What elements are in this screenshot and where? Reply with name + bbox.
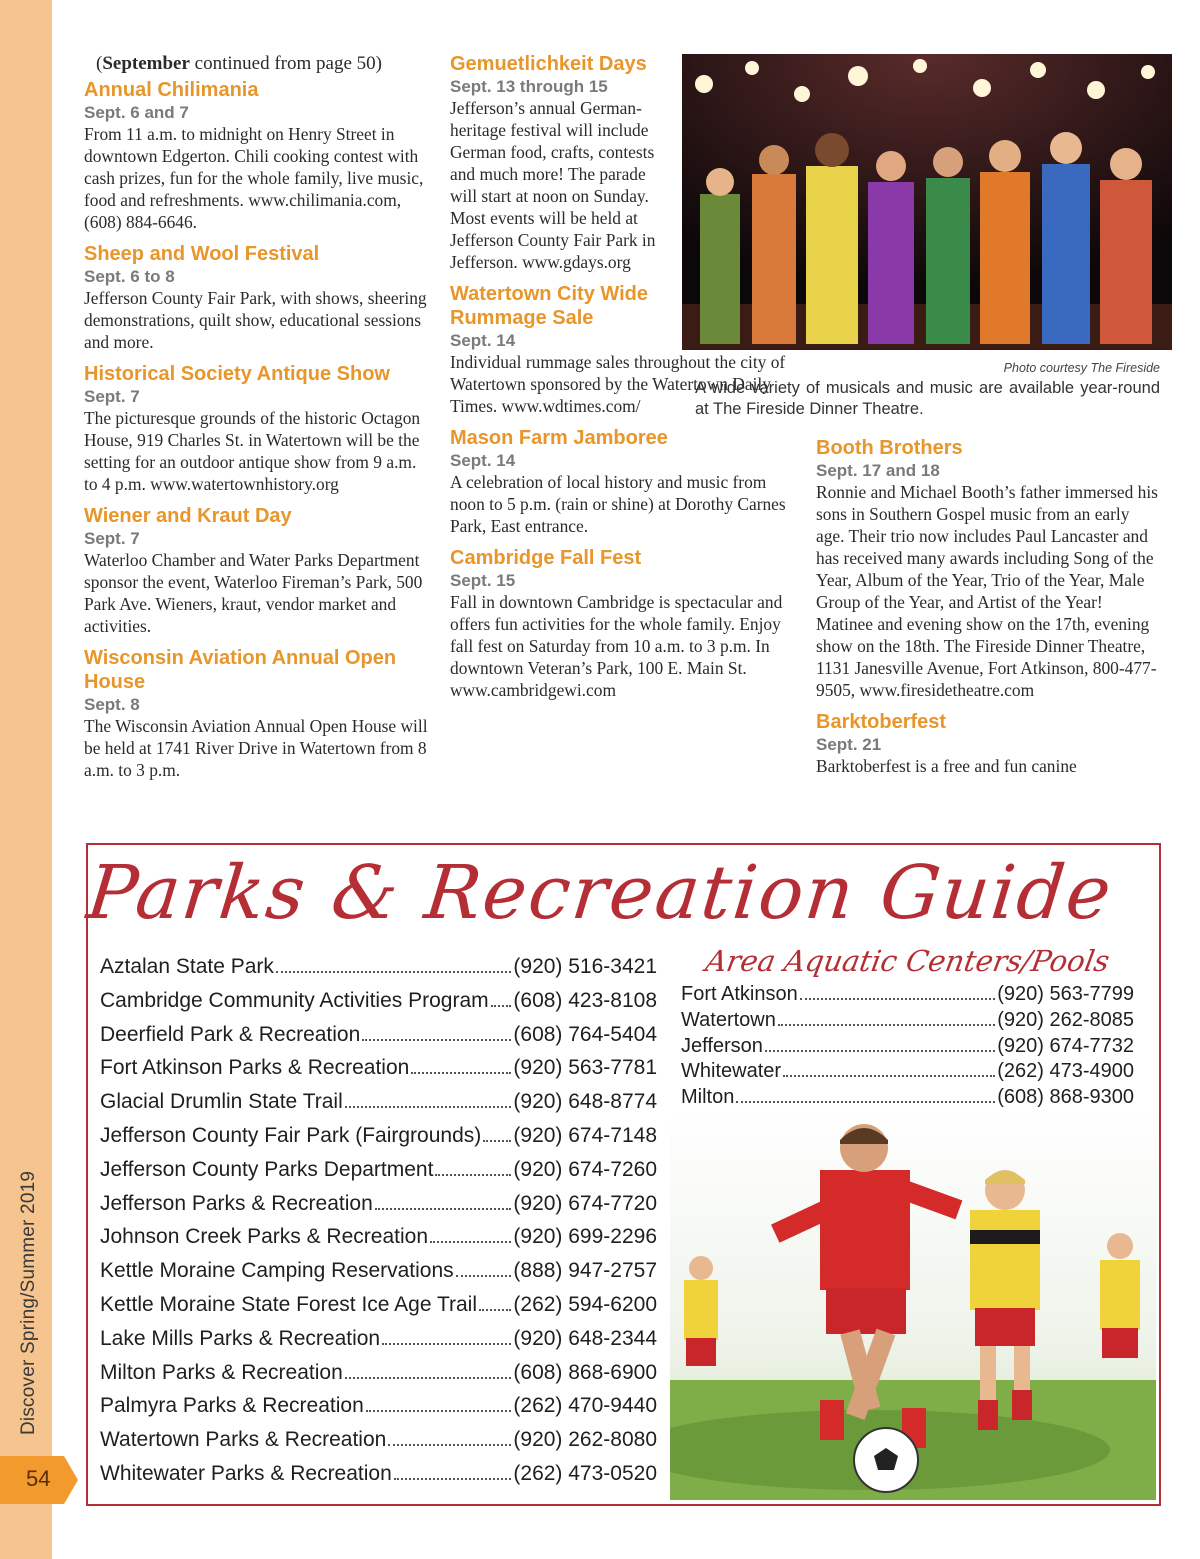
dot-leader (382, 1343, 511, 1345)
dot-leader (345, 1377, 512, 1379)
entry-phone: (920) 648-8774 (513, 1090, 657, 1114)
aquatic-directory (681, 983, 1134, 1112)
entry-name: Watertown Parks & Recreation (100, 1428, 387, 1452)
entry-name: Johnson Creek Parks & Recreation (100, 1225, 428, 1249)
directory-row (100, 1192, 657, 1226)
entry-phone: (920) 563-7799 (997, 983, 1134, 1005)
dot-leader (276, 971, 511, 973)
directory-row (100, 989, 657, 1023)
event-date: Sept. 17 and 18 (816, 461, 940, 480)
event-title: Booth Brothers (816, 437, 963, 459)
event-item (84, 504, 430, 637)
event-description: Fall in downtown Cambridge is spectacular and offers fun activities for the whole family. Enjoy fall fest on Saturday from 10 a.m. to 3 p.m. In downtown Veteran’s Park, 100 E. Main St. www.cambridgewi.com (450, 592, 783, 700)
dot-leader (366, 1410, 512, 1412)
directory-row (100, 1293, 657, 1327)
guide-title: Parks & Recreation Guide (83, 850, 1117, 936)
directory-row (100, 1259, 657, 1293)
event-item (84, 362, 430, 495)
event-description: Jefferson’s annual German-heritage festival will include German food, crafts, contests and much more! The parade will start at noon on Sunday. Most events will be held at Jefferson County Fair Park in Jefferson. www.gdays.org (450, 98, 656, 272)
entry-phone: (608) 764-5404 (513, 1022, 657, 1046)
event-title: Annual Chilimania (84, 79, 259, 101)
entry-name: Kettle Moraine Camping Reservations (100, 1259, 454, 1283)
entry-name: Palmyra Parks & Recreation (100, 1394, 364, 1418)
entry-phone: (920) 674-7720 (513, 1191, 657, 1215)
directory-row (100, 1394, 657, 1428)
continued-rest: continued from page 50) (189, 53, 382, 74)
event-date: Sept. 7 (84, 387, 140, 406)
event-item (84, 78, 430, 233)
event-description: Barktoberfest is a free and fun canine (816, 756, 1077, 776)
entry-name: Jefferson (681, 1034, 763, 1057)
theatre-photo (682, 54, 1172, 350)
event-description: Individual rummage sales throughout the city of Watertown sponsored by the Watertown Daily Times. www.wdtimes.com/ (450, 352, 786, 416)
dot-leader (430, 1241, 511, 1243)
dot-leader (736, 1101, 995, 1103)
event-date: Sept. 8 (84, 695, 140, 714)
entry-phone: (920) 699-2296 (513, 1225, 657, 1249)
event-title: Gemuetlichkeit Days (450, 53, 647, 75)
soccer-players-illustration (670, 1110, 1156, 1500)
entry-name: Lake Mills Parks & Recreation (100, 1326, 381, 1350)
event-date: Sept. 6 and 7 (84, 103, 189, 122)
aquatic-row (681, 1035, 1134, 1061)
entry-name: Glacial Drumlin State Trail (100, 1090, 343, 1114)
entry-phone: (920) 674-7148 (513, 1123, 657, 1147)
dot-leader (435, 1174, 511, 1176)
event-title: Wiener and Kraut Day (84, 505, 292, 527)
entry-phone: (888) 947-2757 (513, 1259, 657, 1283)
entry-name: Jefferson County Fair Park (Fairgrounds) (100, 1123, 482, 1147)
continued-month: September (102, 53, 190, 74)
event-date: Sept. 6 to 8 (84, 267, 175, 286)
aquatic-title: Area Aquatic Centers/Pools (703, 944, 1113, 978)
event-title: Historical Society Antique Show (84, 363, 390, 385)
event-description: From 11 a.m. to midnight on Henry Street in downtown Edgerton. Chili cooking contest with cash prizes, fun for the whole family, live music, food and refreshments. www.chilimania.com, (608) 884-6646. (84, 124, 424, 232)
aquatic-row (681, 1060, 1134, 1086)
aquatic-row (681, 1086, 1134, 1112)
entry-phone: (262) 594-6200 (513, 1292, 657, 1316)
directory-row (100, 1124, 657, 1158)
event-description: A celebration of local history and music from noon to 5 p.m. (rain or shine) at Dorothy Carnes Park, East entrance. (450, 472, 786, 536)
event-date: Sept. 21 (816, 735, 882, 754)
directory-row (100, 1327, 657, 1361)
event-item (84, 242, 430, 353)
event-date: Sept. 7 (84, 529, 140, 548)
events-column-1 (84, 52, 430, 790)
entry-phone: (920) 563-7781 (513, 1056, 657, 1080)
event-item (84, 646, 430, 781)
directory-row (100, 1023, 657, 1057)
entry-name: Fort Atkinson (681, 983, 798, 1005)
event-title: Mason Farm Jamboree (450, 427, 668, 449)
event-description: The picturesque grounds of the historic Octagon House, 919 Charles St. in Watertown will be the setting for an outdoor antique show from 9 a.m. to 4 p.m. www.watertownhistory.org (84, 408, 421, 494)
dot-leader (765, 1050, 995, 1052)
event-date: Sept. 15 (450, 571, 516, 590)
entry-phone: (262) 473-0520 (513, 1461, 657, 1485)
dot-leader (491, 1005, 512, 1007)
directory-row (100, 955, 657, 989)
events-column-3 (816, 436, 1161, 786)
dot-leader (345, 1106, 512, 1108)
aquatic-row (681, 1009, 1134, 1035)
event-item (450, 546, 795, 701)
entry-phone: (608) 868-6900 (513, 1360, 657, 1384)
dot-leader (411, 1072, 511, 1074)
entry-phone: (920) 262-8085 (997, 1008, 1134, 1031)
entry-name: Aztalan State Park (100, 955, 274, 978)
entry-name: Jefferson Parks & Recreation (100, 1191, 373, 1215)
event-item (450, 52, 672, 273)
dot-leader (778, 1024, 995, 1026)
event-description: Waterloo Chamber and Water Parks Department sponsor the event, Waterloo Fireman’s Park, 500 Park Ave. Wieners, kraut, vendor market and activities. (84, 550, 423, 636)
entry-name: Cambridge Community Activities Program (100, 988, 489, 1012)
entry-name: Watertown (681, 1008, 776, 1031)
page-number: 54 (26, 1466, 51, 1491)
photo-credit: Photo courtesy The Fireside (1003, 361, 1160, 375)
entry-phone: (920) 648-2344 (513, 1326, 657, 1350)
dot-leader (479, 1309, 511, 1311)
directory-row (100, 1225, 657, 1259)
performers-illustration (682, 54, 1172, 350)
directory-row (100, 1056, 657, 1090)
dot-leader (375, 1208, 512, 1210)
directory-row (100, 1158, 657, 1192)
entry-name: Jefferson County Parks Department (100, 1157, 434, 1181)
entry-phone: (608) 868-9300 (997, 1086, 1134, 1109)
entry-phone: (608) 423-8108 (513, 988, 657, 1012)
entry-name: Kettle Moraine State Forest Ice Age Trail (100, 1292, 478, 1316)
event-description: The Wisconsin Aviation Annual Open House will be held at 1741 River Drive in Watertown from 8 a.m. to 3 p.m. (84, 716, 428, 780)
directory-row (100, 1090, 657, 1124)
entry-name: Milton Parks & Recreation (100, 1360, 343, 1384)
dot-leader (483, 1140, 511, 1142)
directory-row (100, 1361, 657, 1395)
event-title: Cambridge Fall Fest (450, 547, 642, 569)
aquatic-row (681, 983, 1134, 1009)
event-title: Watertown City Wide Rummage Sale (450, 283, 648, 329)
parks-directory (100, 955, 657, 1496)
event-title: Sheep and Wool Festival (84, 243, 320, 265)
dot-leader (800, 998, 996, 1000)
dot-leader (456, 1275, 512, 1277)
dot-leader (362, 1039, 511, 1041)
event-item (450, 426, 795, 537)
event-item (816, 710, 1161, 777)
dot-leader (388, 1444, 511, 1446)
event-title: Wisconsin Aviation Annual Open House (84, 647, 397, 693)
entry-name: Milton (681, 1086, 735, 1109)
event-date: Sept. 14 (450, 451, 516, 470)
entry-name: Whitewater Parks & Recreation (100, 1461, 392, 1485)
entry-phone: (920) 674-7732 (997, 1034, 1134, 1057)
continued-note: (September continued from page 50) (96, 53, 382, 74)
publication-label: Discover Spring/Summer 2019 (18, 1170, 39, 1435)
dot-leader (394, 1478, 512, 1480)
soccer-photo (670, 1110, 1156, 1500)
entry-phone: (262) 473-4900 (997, 1060, 1134, 1083)
directory-row (100, 1428, 657, 1462)
entry-phone: (262) 470-9440 (513, 1394, 657, 1418)
event-description: Ronnie and Michael Booth’s father immersed his sons in Southern Gospel music from an early age. Their trio now includes Paul Lancaster and has received many awards including Song of the Year, Album of the Year, Trio of the Year, Male Group of the Year, and Artist of the Year! Matinee and evening show on the 17th, evening show on the 18th. The Fireside Dinner Theatre, 1131 Janesville Avenue, Fort Atkinson, 800-477-9505, www.firesidetheatre.com (816, 482, 1158, 700)
entry-name: Deerfield Park & Recreation (100, 1022, 361, 1046)
event-description: Jefferson County Fair Park, with shows, sheering demonstrations, quilt show, educational sessions and more. (84, 288, 427, 352)
directory-row (100, 1462, 657, 1496)
photo-caption: A wide variety of musicals and music are available year-round at The Fireside Dinner Theatre. (695, 379, 1160, 418)
entry-phone: (920) 262-8080 (513, 1428, 657, 1452)
event-title: Barktoberfest (816, 711, 947, 733)
dot-leader (783, 1075, 995, 1077)
entry-phone: (920) 674-7260 (513, 1157, 657, 1181)
entry-name: Fort Atkinson Parks & Recreation (100, 1056, 410, 1080)
event-date: Sept. 13 through 15 (450, 77, 608, 96)
event-date: Sept. 14 (450, 331, 516, 350)
page-number-tab (0, 1456, 78, 1504)
entry-phone: (920) 516-3421 (513, 955, 657, 978)
event-item (816, 436, 1161, 701)
entry-name: Whitewater (681, 1060, 782, 1083)
